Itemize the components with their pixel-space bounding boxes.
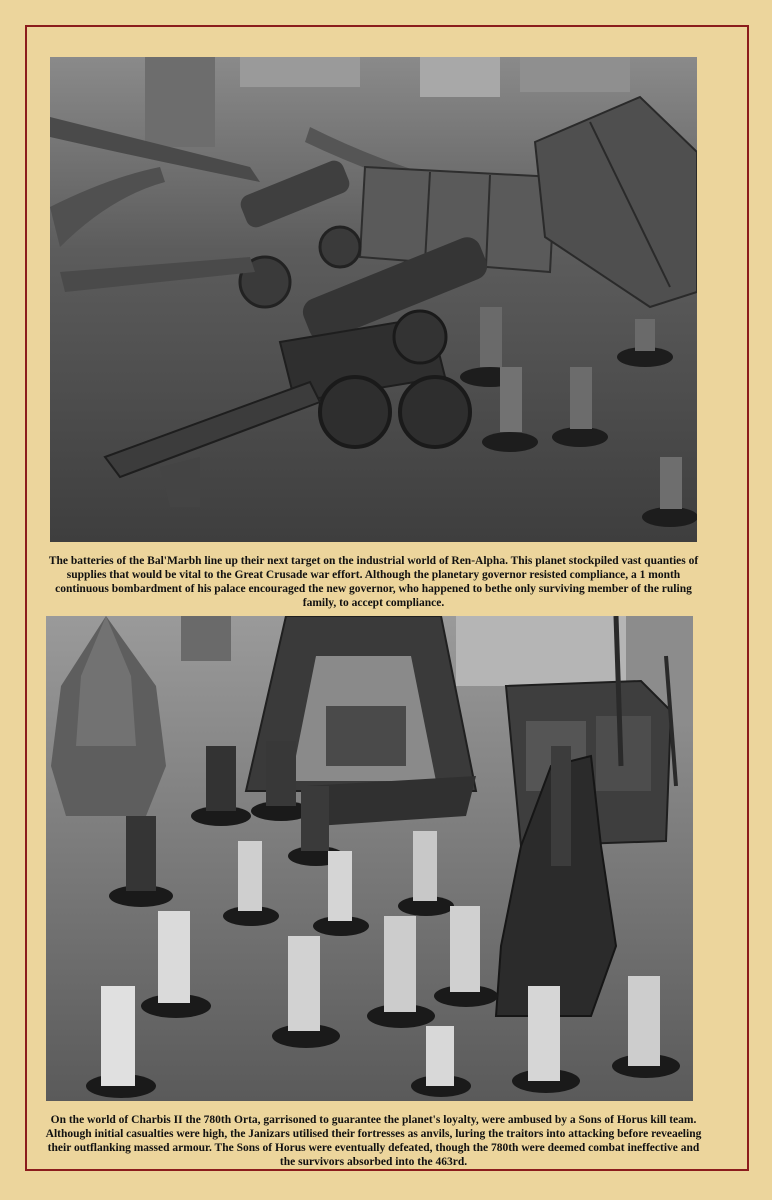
artillery-battery-photo <box>50 57 697 542</box>
charbis-ambush-image <box>46 616 693 1101</box>
first-photo-caption: The batteries of the Bal'Marbh line up their next target on the industrial world of Ren-Alpha. This planet stockpiled vast quanties of supplies that would be vital to the Great Crusade war effort. Although the planetary governor resisted compliance, a 1 month continuous bombardment of his palace encouraged the new governor, who happened to bethe only surviving member of the ruling family, to accept compliance. <box>48 554 699 609</box>
second-photo-caption: On the world of Charbis II the 780th Orta, garrisoned to guarantee the planet's loyalty, were ambused by a Sons of Horus kill team. Although initial casualties were high, the Janizars utilised their fortresses as anvils, luring the traitors into attacking before reveaeling their outflanking massed armour. The Sons of Horus were eventually defeated, though the 780th were deemed combat ineffective and the survivors absorbed into the 463rd. <box>45 1113 702 1168</box>
charbis-ambush-photo <box>46 616 693 1101</box>
artillery-battery-image <box>50 57 697 542</box>
